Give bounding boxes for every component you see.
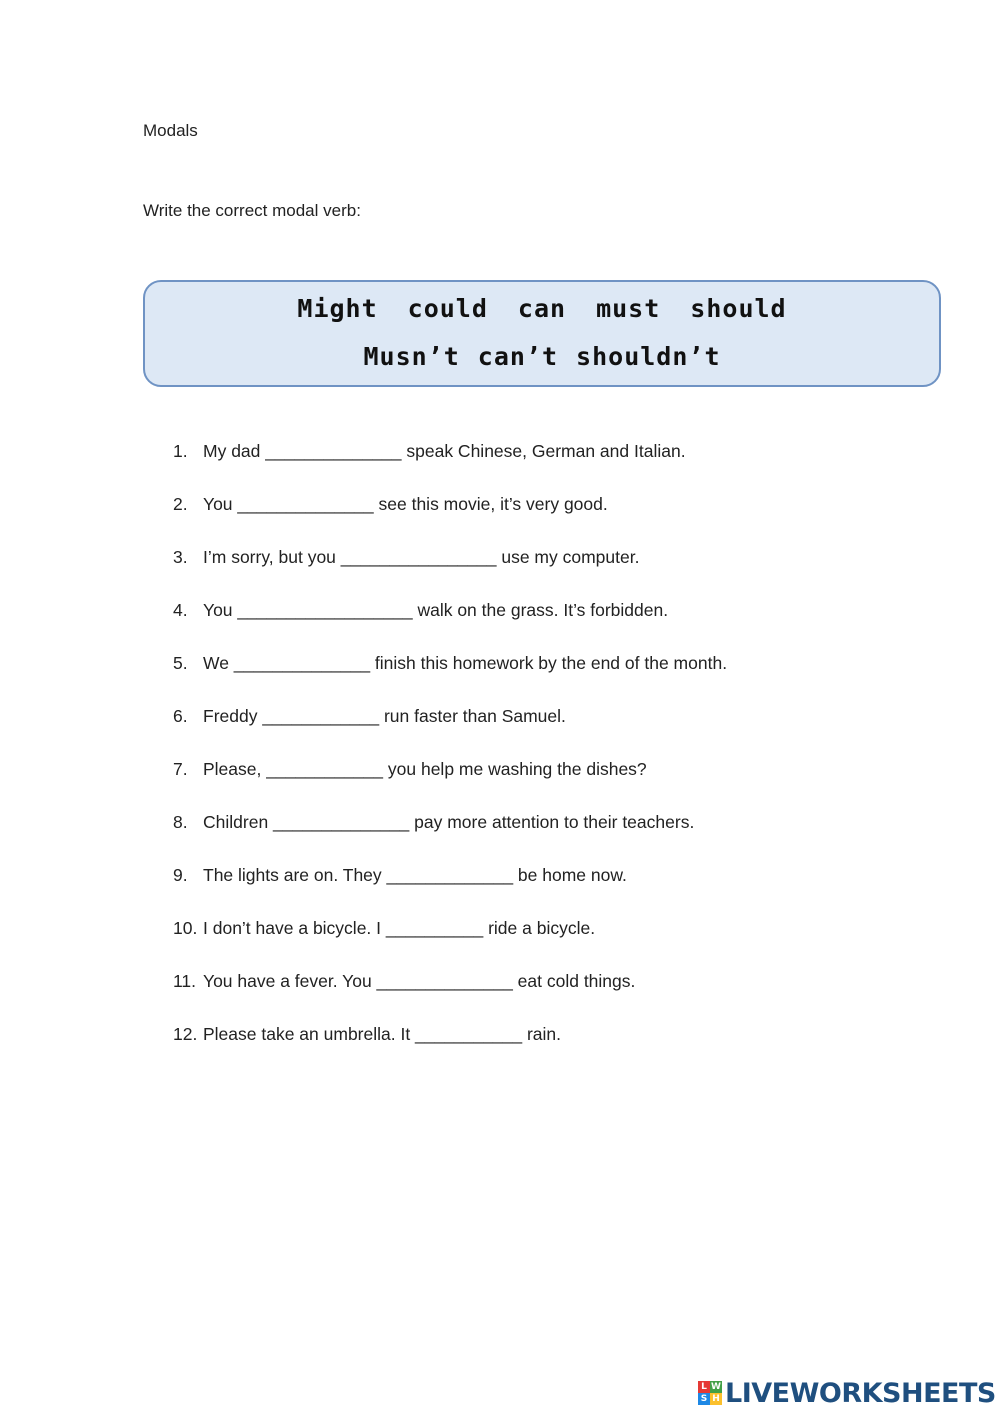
word-bank-word: shouldn’t — [576, 342, 721, 371]
question-number: 1. — [173, 441, 188, 461]
question-number: 8. — [173, 812, 188, 832]
question-text: I don’t have a bicycle. I __________ ride a bicycle. — [203, 918, 596, 938]
question-item — [173, 491, 933, 544]
question-text: You ______________ see this movie, it’s very good. — [203, 494, 608, 514]
logo-tile: L — [698, 1381, 710, 1393]
word-bank-word: Might — [297, 294, 378, 323]
liveworksheets-watermark — [698, 1376, 996, 1410]
instruction-text: Write the correct modal verb: — [143, 201, 361, 220]
question-text: Please take an umbrella. It ___________ rain. — [203, 1024, 562, 1044]
question-item — [173, 809, 933, 862]
brand-name: LIVEWORKSHEETS — [725, 1377, 996, 1409]
question-item — [173, 703, 933, 756]
question-list — [173, 438, 933, 1074]
word-bank-word: Musn’t — [363, 342, 460, 371]
word-bank-word: could — [407, 294, 488, 323]
question-number: 2. — [173, 494, 188, 514]
word-bank-row-2 — [145, 342, 939, 371]
question-item — [173, 968, 933, 1021]
question-number: 9. — [173, 865, 188, 885]
question-text: I’m sorry, but you ________________ use my computer. — [203, 547, 640, 567]
question-item — [173, 438, 933, 491]
question-number: 7. — [173, 759, 188, 779]
question-text: You have a fever. You ______________ eat cold things. — [203, 971, 636, 991]
question-text: We ______________ finish this homework by the end of the month. — [203, 653, 728, 673]
question-number: 10. — [173, 918, 198, 938]
word-bank-row-1 — [145, 294, 939, 323]
word-bank-box — [143, 280, 941, 387]
question-item — [173, 544, 933, 597]
question-number: 3. — [173, 547, 188, 567]
question-text: My dad ______________ speak Chinese, German and Italian. — [203, 441, 686, 461]
logo-tile: W — [711, 1382, 721, 1392]
question-item — [173, 597, 933, 650]
logo-tile: H — [710, 1393, 722, 1405]
liveworksheets-logo-icon — [698, 1381, 722, 1405]
question-text: Please, ____________ you help me washing the dishes? — [203, 759, 647, 779]
question-item — [173, 1021, 933, 1074]
word-bank-word: can’t — [477, 342, 559, 371]
word-bank-word: must — [596, 294, 661, 323]
question-item — [173, 756, 933, 809]
logo-tile: S — [698, 1393, 710, 1405]
question-number: 11. — [173, 971, 197, 991]
question-number: 5. — [173, 653, 188, 673]
question-number: 6. — [173, 706, 188, 726]
question-text: The lights are on. They _____________ be home now. — [203, 865, 627, 885]
worksheet-title: Modals — [143, 121, 198, 140]
word-bank-word: should — [690, 294, 787, 323]
question-item — [173, 650, 933, 703]
question-item — [173, 862, 933, 915]
word-bank-word: can — [517, 294, 567, 323]
question-number: 12. — [173, 1024, 198, 1044]
question-item — [173, 915, 933, 968]
question-text: Freddy ____________ run faster than Samuel. — [203, 706, 566, 726]
question-text: You __________________ walk on the grass. It’s forbidden. — [203, 600, 669, 620]
question-number: 4. — [173, 600, 188, 620]
question-text: Children ______________ pay more attention to their teachers. — [203, 812, 695, 832]
